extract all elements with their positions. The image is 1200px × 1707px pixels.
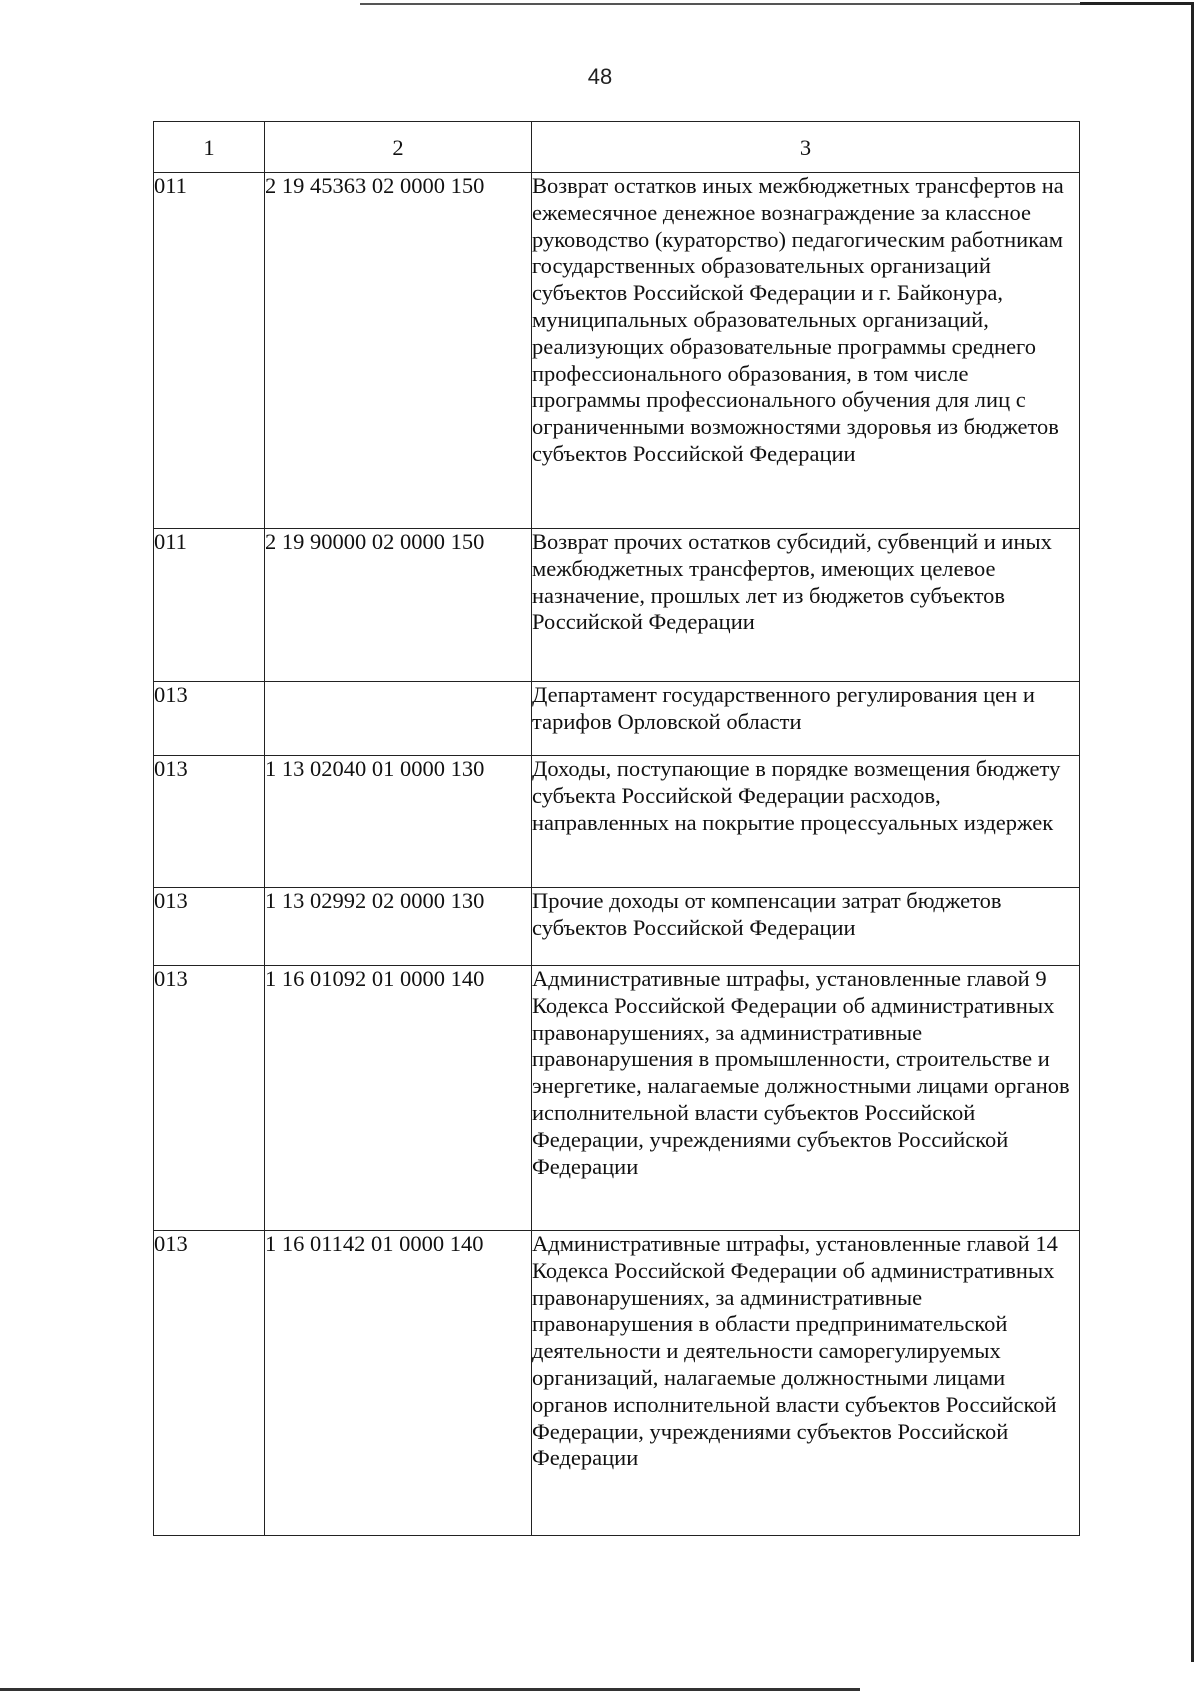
budget-codes-table <box>153 121 1080 1536</box>
budget-classification-code: 2 19 45363 02 0000 150 <box>265 173 532 529</box>
table-row <box>154 173 1080 529</box>
income-description: Административные штрафы, установленные главой 14 Кодекса Российской Федерации об административных правонарушениях, за административные правонарушения в области предпринимательской деятельности и деятельности саморегулируемых организаций, налагаемые должностными лицами органов исполнительной власти субъектов Российской Федерации, учреждениями субъектов Российской Федерации <box>532 1231 1080 1536</box>
scan-top-corner <box>1080 2 1194 5</box>
budget-classification-code <box>265 682 532 756</box>
table-row <box>154 966 1080 1231</box>
table-row <box>154 756 1080 888</box>
table-row <box>154 888 1080 966</box>
admin-code: 013 <box>154 1231 265 1536</box>
scan-bottom-edge <box>0 1688 860 1691</box>
income-description: Доходы, поступающие в порядке возмещения бюджету субъекта Российской Федерации расходов, направленных на покрытие процессуальных издержек <box>532 756 1080 888</box>
income-description: Возврат прочих остатков субсидий, субвенций и иных межбюджетных трансфертов, имеющих целевое назначение, прошлых лет из бюджетов субъектов Российской Федерации <box>532 529 1080 682</box>
column-header-2: 2 <box>265 122 532 173</box>
budget-classification-code: 2 19 90000 02 0000 150 <box>265 529 532 682</box>
income-description: Прочие доходы от компенсации затрат бюджетов субъектов Российской Федерации <box>532 888 1080 966</box>
income-description: Департамент государственного регулирования цен и тарифов Орловской области <box>532 682 1080 756</box>
table-row <box>154 1231 1080 1536</box>
column-header-3: 3 <box>532 122 1080 173</box>
admin-code: 013 <box>154 966 265 1231</box>
budget-classification-code: 1 13 02992 02 0000 130 <box>265 888 532 966</box>
scan-right-edge <box>1191 2 1194 1662</box>
table-header-row <box>154 122 1080 173</box>
page-number: 48 <box>587 64 613 89</box>
admin-code: 011 <box>154 173 265 529</box>
column-header-1: 1 <box>154 122 265 173</box>
budget-classification-code: 1 16 01092 01 0000 140 <box>265 966 532 1231</box>
scan-top-edge <box>360 3 1080 5</box>
budget-classification-code: 1 16 01142 01 0000 140 <box>265 1231 532 1536</box>
admin-code: 013 <box>154 888 265 966</box>
income-description: Возврат остатков иных межбюджетных трансфертов на ежемесячное денежное вознаграждение за классное руководство (кураторство) педагогическим работникам государственных образовательных организаций субъектов Российской Федерации и г. Байконура, муниципальных образовательных организаций, реализующих образовательные программы среднего профессионального образования, в том числе программы профессионального обучения для лиц с ограниченными возможностями здоровья из бюджетов субъектов Российской Федерации <box>532 173 1080 529</box>
income-description: Административные штрафы, установленные главой 9 Кодекса Российской Федерации об административных правонарушениях, за административные правонарушения в промышленности, строительстве и энергетике, налагаемые должностными лицами органов исполнительной власти субъектов Российской Федерации, учреждениями субъектов Российской Федерации <box>532 966 1080 1231</box>
table-row <box>154 529 1080 682</box>
table-row <box>154 682 1080 756</box>
budget-classification-code: 1 13 02040 01 0000 130 <box>265 756 532 888</box>
admin-code: 013 <box>154 682 265 756</box>
admin-code: 011 <box>154 529 265 682</box>
admin-code: 013 <box>154 756 265 888</box>
